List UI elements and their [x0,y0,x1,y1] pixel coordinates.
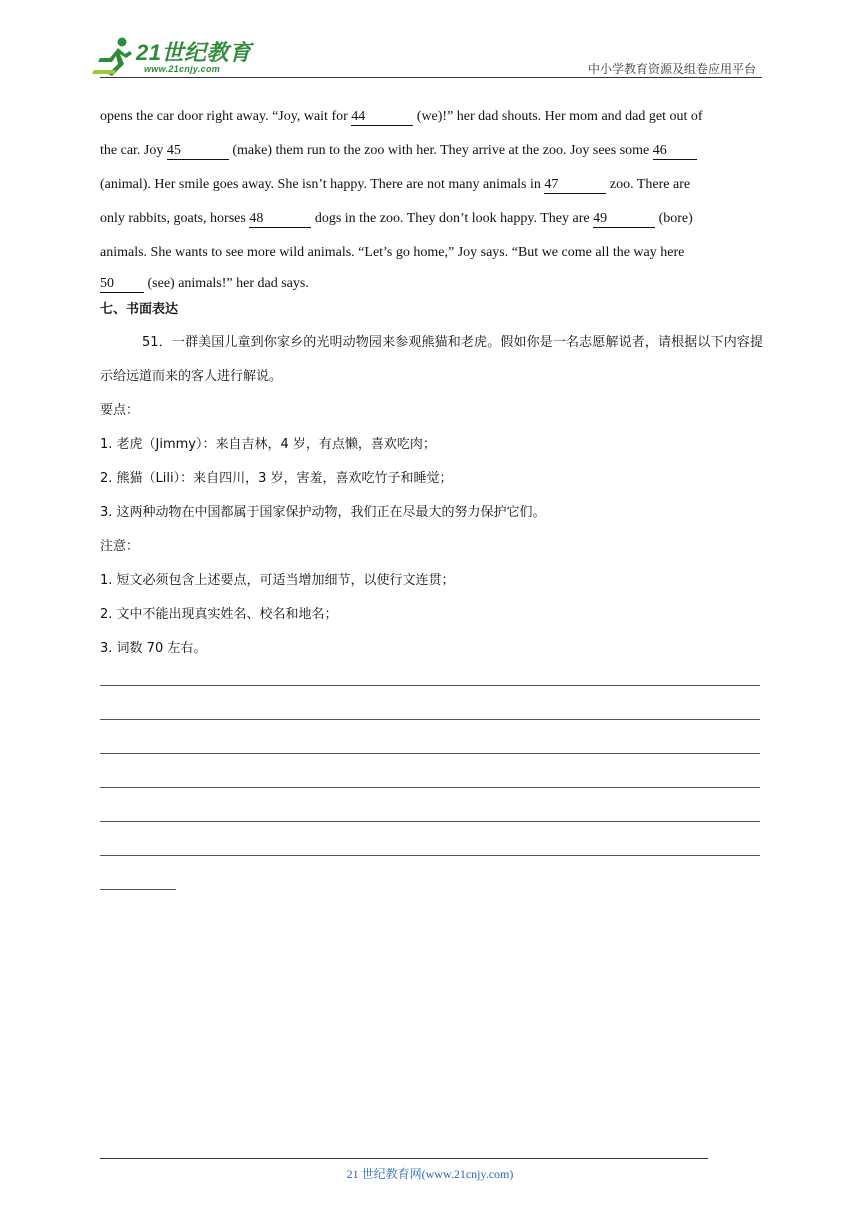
logo-text: 21世纪教育 [136,40,252,65]
answer-line[interactable] [100,856,176,890]
page-header [0,0,860,90]
section-title: 七、书面表达 [100,302,179,317]
passage-text: only rabbits, goats, horses [100,211,246,226]
answer-lines [100,652,763,890]
writing-question: 51．一群美国儿童到你家乡的光明动物园来参观熊猫和老虎。假如你是一名志愿解说者，请根据以下内容提示给远道而来的客人进行解说。 [100,335,763,384]
passage-line [100,100,763,134]
note-item: 3. 词数 70 左右。 [100,641,207,656]
point-item: 1. 老虎（Jimmy）：来自吉林，4 岁，有点懒，喜欢吃肉； [100,437,436,452]
passage-text: (we)!” her dad shouts. Her mom and dad get out of [416,109,703,124]
header-divider [100,77,762,78]
passage-line [100,168,763,202]
passage-text: (animal). Her smile goes away. She isn’t happy. There are not many animals in [100,177,541,192]
passage-text: animals. She wants to see more wild animals. “Let’s go home,” Joy says. “But we come all the way here [100,245,685,260]
blank-50: 50 [100,276,144,293]
answer-line[interactable] [100,754,760,788]
note-item: 2. 文中不能出现真实姓名、校名和地名； [100,607,338,622]
blank-49: 49 [593,211,655,228]
blank-47: 47 [544,177,606,194]
passage-line [100,270,763,298]
footer-divider [100,1158,708,1159]
passage-text: opens the car door right away. “Joy, wait for [100,109,348,124]
passage-text: the car. Joy [100,143,164,158]
blank-48: 48 [249,211,311,228]
page-content [100,100,763,890]
footer-text: 21 世纪教育网(www.21cnjy.com) [346,1167,514,1181]
answer-line[interactable] [100,720,760,754]
passage-line [100,236,763,270]
platform-name: 中小学教育资源及组卷应用平台 [587,62,756,76]
point-item: 3. 这两种动物在中国都属于国家保护动物，我们正在尽最大的努力保护它们。 [100,505,546,520]
answer-line[interactable] [100,822,760,856]
logo-url: www.21cnjy.com [144,64,221,74]
passage-text: (see) animals!” her dad says. [147,276,309,291]
answer-line[interactable] [100,686,760,720]
blank-46: 46 [653,143,697,160]
cloze-passage [100,100,763,298]
passage-text: (bore) [658,211,693,226]
point-item: 2. 熊猫（Lili）：来自四川，3 岁，害羞，喜欢吃竹子和睡觉； [100,471,453,486]
points-label: 要点： [100,403,140,418]
passage-text: (make) them run to the zoo with her. They arrive at the zoo. Joy sees some [232,143,650,158]
logo [92,36,262,78]
note-item: 1. 短文必须包含上述要点，可适当增加细节，以使行文连贯； [100,573,455,588]
notes-label: 注意： [100,539,140,554]
passage-line [100,134,763,168]
runner-logo-icon [92,36,138,78]
answer-line[interactable] [100,788,760,822]
blank-45: 45 [167,143,229,160]
passage-text: zoo. There are [609,177,691,192]
passage-text: dogs in the zoo. They don’t look happy. They are [314,211,590,226]
blank-44: 44 [351,109,413,126]
passage-line [100,202,763,236]
